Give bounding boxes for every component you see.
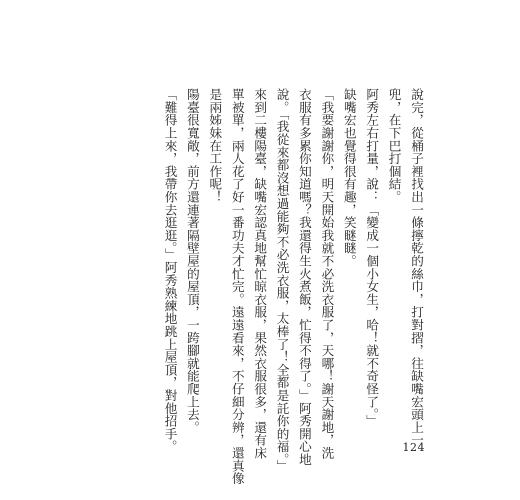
text-line-4: 缺嘴宏也覺得很有趣，笑瞇瞇。: [341, 88, 357, 268]
text-line-2: 兜，在下巴打個結。: [386, 88, 402, 204]
text-line-8: 來到二樓陽臺，缺嘴宏認真地幫忙晾衣服，果然衣服很多，還有床: [252, 88, 268, 460]
text-line-9: 單被單，兩人花了好一番功夫才忙完。遠遠看來，不仔細分辨，還真像: [229, 88, 245, 485]
text-line-5: 「我要謝謝你，明天開始我就不必洗衣服了，天哪！謝天謝地，洗: [319, 88, 335, 460]
text-line-7: 說。「我從來都沒想過能夠不必洗衣服，太棒了！全都是託你的福。」: [274, 88, 290, 473]
text-line-6: 衣服有多累你知道嗎？我還得生火煮飯，忙得不得了。」阿秀開心地: [296, 88, 312, 466]
text-line-1: 說完，從桶子裡找出一條擰乾的絲巾，打對摺，往缺嘴宏頭上一: [409, 88, 424, 447]
text-line-12: 「難得上來，我帶你去逛逛。」阿秀熟練地跳上屋頂，對他招手。: [162, 88, 178, 453]
text-line-11: 陽臺很寬敞，前方還連著隔壁屋的屋頂，一跨腳就能爬上去。: [184, 88, 200, 434]
text-line-10: 是兩姊妹在工作呢！: [207, 88, 223, 204]
page-number: 124: [402, 441, 425, 454]
text-line-3: 阿秀左右打量，說：「變成一個小女生，哈！就不奇怪了。」: [364, 88, 380, 428]
